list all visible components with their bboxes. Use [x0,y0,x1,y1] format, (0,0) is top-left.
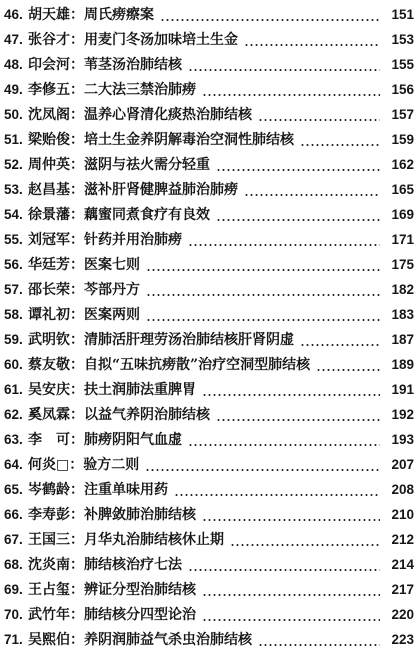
toc-entry[interactable] [4,504,414,526]
author-name: 周仲英： [28,157,84,173]
toc-entry[interactable] [4,29,414,51]
entry-title: 肺结核治疗七法 [84,557,182,573]
entry-title: 滋阴与祛火需分轻重 [84,157,210,173]
entry-number: 52. [4,157,23,172]
author-name: 李 可： [28,432,84,448]
entry-title: 自拟“五味抗痨散”治疗空洞型肺结核 [84,357,311,373]
entry-number: 67. [4,532,23,547]
entry-number: 53. [4,182,23,197]
entry-title: 肺结核分四型论治 [84,607,196,623]
dot-leader [202,619,380,621]
page-number: 165 [391,182,414,197]
dot-leader [188,444,380,446]
entry-number: 57. [4,282,23,297]
toc-entry[interactable] [4,479,414,501]
dot-leader [216,419,380,421]
dot-leader [216,169,380,171]
author-name: 奚凤霖： [28,407,84,423]
entry-title: 月华丸治肺结核休止期 [84,532,224,548]
page-number: 192 [391,407,414,422]
page-number: 183 [391,307,414,322]
entry-number: 60. [4,357,23,372]
toc-entry[interactable] [4,629,414,651]
dot-leader [230,544,380,546]
page-number: 169 [391,207,414,222]
entry-number: 49. [4,82,23,97]
page-number: 208 [391,482,414,497]
entry-title: 培土生金养阴解毒治空洞性肺结核 [84,132,294,148]
dot-leader [146,294,380,296]
entry-number: 68. [4,557,23,572]
entry-title: 清肺活肝理劳汤治肺结核肝肾阴虚 [84,332,294,348]
page-number: 217 [391,582,414,597]
page-number: 191 [391,382,414,397]
author-name: 谭礼初： [28,307,84,323]
dot-leader [300,144,380,146]
dot-leader [244,194,380,196]
dot-leader [188,244,380,246]
entry-title: 验方二则 [83,457,140,473]
entry-title: 医案七则 [84,257,140,273]
author-name: 李修五： [28,82,84,98]
author-name: 徐景藩： [28,207,84,223]
entry-title: 养阴润肺益气杀虫治肺结核 [84,632,252,648]
toc-entry[interactable] [4,279,414,301]
dot-leader [145,469,380,471]
entry-title: 芩部丹方 [84,282,140,298]
page-number: 212 [391,532,414,547]
toc-entry[interactable] [4,379,414,401]
dot-leader [202,394,380,396]
page-number: 157 [391,107,414,122]
entry-number: 70. [4,607,23,622]
entry-title: 二大法三禁治肺痨 [84,82,196,98]
dot-leader [202,519,380,521]
toc-entry[interactable] [4,154,414,176]
author-name: 张谷才： [28,32,84,48]
author-name: 赵昌基： [28,182,84,198]
entry-title: 医案两则 [84,307,140,323]
toc-entry[interactable] [4,354,414,376]
author-name: 王国三： [28,532,84,548]
entry-number: 66. [4,507,23,522]
toc-entry[interactable] [4,54,414,76]
page-number: 153 [391,32,414,47]
dot-leader [146,269,380,271]
entry-number: 59. [4,332,23,347]
entry-title: 辨证分型治肺结核 [84,582,196,598]
entry-number: 47. [4,32,23,47]
entry-number: 54. [4,207,23,222]
entry-number: 55. [4,232,23,247]
author-name: 刘冠军： [28,232,84,248]
entry-title: 补脾敛肺治肺结核 [84,507,196,523]
entry-title: 用麦门冬汤加味培土生金 [84,32,238,48]
author-name: 沈炎南： [28,557,84,573]
entry-title: 扶土润肺法重脾胃 [84,382,196,398]
dot-leader [146,319,380,321]
toc-entry[interactable] [4,179,414,201]
dot-leader [202,594,380,596]
page-number: 187 [391,332,414,347]
dot-leader [300,344,380,346]
page-number: 151 [391,7,414,22]
page-number: 171 [391,232,414,247]
entry-number: 50. [4,107,23,122]
author-name: 何炎□： [28,457,84,473]
page-number: 223 [391,632,414,647]
page-number: 189 [391,357,414,372]
author-name: 吴熙伯： [28,632,84,648]
entry-number: 51. [4,132,23,147]
author-name: 华廷芳： [28,257,84,273]
entry-title: 周氏痨瘵案 [84,7,154,23]
entry-number: 63. [4,432,23,447]
dot-leader [316,369,380,371]
toc-entry[interactable] [4,579,414,601]
page-number: 214 [391,557,414,572]
dot-leader [202,94,380,96]
author-name: 印会河： [28,57,84,73]
page-number: 155 [391,57,414,72]
toc-entry[interactable] [4,329,414,351]
dot-leader [188,69,380,71]
page-number: 175 [391,257,414,272]
author-name: 王占玺： [28,582,84,598]
entry-title: 针药并用治肺痨 [84,232,182,248]
dot-leader [174,494,380,496]
toc-entry[interactable] [4,304,414,326]
entry-number: 56. [4,257,23,272]
author-name: 梁贻俊： [28,132,84,148]
toc-entry[interactable] [4,604,414,626]
page-number: 162 [391,157,414,172]
toc-entry[interactable] [4,229,414,251]
toc-entry[interactable] [4,454,414,476]
toc-entry[interactable] [4,4,414,26]
author-name: 沈凤阁： [28,107,84,123]
author-name: 胡天雄： [28,7,84,23]
page-number: 193 [391,432,414,447]
toc-entry[interactable] [4,554,414,576]
dot-leader [258,644,380,646]
entry-number: 71. [4,632,23,647]
dot-leader [188,569,380,571]
dot-leader [258,119,380,121]
entry-number: 65. [4,482,23,497]
entry-title: 温养心肾清化痰热治肺结核 [84,107,252,123]
toc-entry[interactable] [4,254,414,276]
entry-title: 肺痨阴阳气血虚 [84,432,182,448]
entry-title: 滋补肝肾健脾益肺治肺痨 [84,182,238,198]
page-number: 220 [391,607,414,622]
author-name: 武竹年： [28,607,84,623]
entry-number: 58. [4,307,23,322]
author-name: 李寿彭： [28,507,84,523]
page-number: 210 [391,507,414,522]
entry-title: 苇茎汤治肺结核 [84,57,182,73]
page-number: 207 [391,457,414,472]
toc-entry[interactable] [4,79,414,101]
author-name: 吴安庆： [28,382,84,398]
toc-entry[interactable] [4,404,414,426]
author-name: 岑鹤龄： [28,482,84,498]
toc-entry[interactable] [4,104,414,126]
entry-number: 46. [4,7,23,22]
toc-entry[interactable] [4,429,414,451]
entry-title: 注重单味用药 [84,482,168,498]
entry-number: 69. [4,582,23,597]
page-number: 156 [391,82,414,97]
dot-leader [160,19,380,21]
page-number: 159 [391,132,414,147]
dot-leader [244,44,380,46]
entry-number: 62. [4,407,23,422]
dot-leader [216,219,380,221]
page-number: 182 [391,282,414,297]
author-name: 邵长荣： [28,282,84,298]
entry-number: 61. [4,382,23,397]
author-name: 武明钦： [28,332,84,348]
toc-entry[interactable] [4,129,414,151]
entry-number: 64. [4,457,23,472]
entry-number: 48. [4,57,23,72]
toc-entry[interactable] [4,204,414,226]
entry-title: 藕蜜同煮食疗有良效 [84,207,210,223]
author-name: 蔡友敬： [28,357,84,373]
toc-entry[interactable] [4,529,414,551]
entry-title: 以益气养阴治肺结核 [84,407,210,423]
